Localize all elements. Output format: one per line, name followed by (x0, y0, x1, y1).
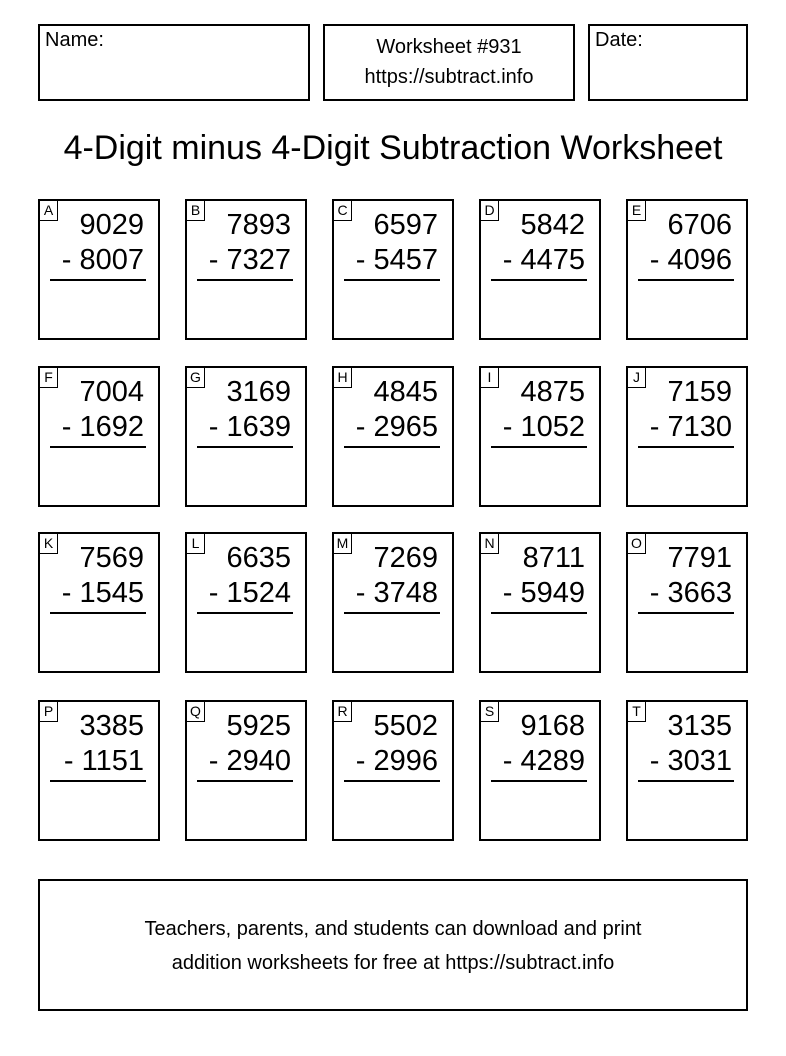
problem-label: L (186, 533, 205, 554)
date-field[interactable] (588, 24, 748, 101)
problem-b[interactable] (185, 199, 307, 340)
subtrahend-line (62, 410, 144, 444)
minus-sign: - (649, 244, 660, 276)
subtrahend-line (503, 410, 585, 444)
minuend: 7269 (373, 542, 438, 574)
problem-label: A (39, 200, 58, 221)
worksheet-number: Worksheet #931 (376, 36, 522, 58)
minus-sign: - (355, 745, 366, 777)
subtrahend-line (356, 243, 438, 277)
minus-sign: - (208, 745, 219, 777)
minuend: 6706 (667, 209, 732, 241)
date-label: Date: (595, 29, 643, 51)
minuend: 9168 (520, 710, 585, 742)
problem-k[interactable] (38, 532, 160, 673)
subtrahend-line (209, 243, 291, 277)
subtrahend-line (209, 744, 291, 778)
minuend: 3169 (226, 376, 291, 408)
subtrahend: 1052 (520, 411, 585, 443)
problem-label: R (333, 701, 352, 722)
answer-rule (491, 279, 587, 281)
problem-label: P (39, 701, 58, 722)
worksheet-info-box (323, 24, 575, 101)
problem-label: O (627, 533, 646, 554)
subtrahend-line (356, 410, 438, 444)
minus-sign: - (355, 244, 366, 276)
answer-rule (50, 612, 146, 614)
answer-rule (50, 780, 146, 782)
minuend: 5842 (520, 209, 585, 241)
answer-rule (197, 780, 293, 782)
subtrahend: 4096 (667, 244, 732, 276)
subtrahend: 7130 (667, 411, 732, 443)
minuend: 4875 (520, 376, 585, 408)
footer-line-2: addition worksheets for free at https://subtract.info (171, 952, 615, 974)
problem-h[interactable] (332, 366, 454, 507)
problem-g[interactable] (185, 366, 307, 507)
minuend: 4845 (373, 376, 438, 408)
subtrahend: 2965 (373, 411, 438, 443)
footer-line-1: Teachers, parents, and students can download and print (144, 918, 642, 940)
answer-rule (197, 279, 293, 281)
problem-label: J (627, 367, 646, 388)
minus-sign: - (502, 745, 513, 777)
answer-rule (50, 446, 146, 448)
minuend: 8711 (522, 542, 585, 574)
problem-label: M (333, 533, 352, 554)
answer-rule (50, 279, 146, 281)
subtrahend-line (356, 744, 438, 778)
minuend: 7569 (79, 542, 144, 574)
answer-rule (197, 612, 293, 614)
minus-sign: - (61, 411, 72, 443)
problem-label: I (480, 367, 499, 388)
minus-sign: - (208, 411, 219, 443)
subtrahend-line (503, 576, 585, 610)
problem-d[interactable] (479, 199, 601, 340)
subtrahend-line (209, 410, 291, 444)
subtrahend: 2996 (373, 745, 438, 777)
problem-label: Q (186, 701, 205, 722)
minuend: 7159 (667, 376, 732, 408)
minuend: 5502 (373, 710, 438, 742)
worksheet-url: https://subtract.info (364, 66, 534, 88)
answer-rule (491, 612, 587, 614)
subtrahend-line (503, 744, 585, 778)
subtrahend: 3748 (373, 577, 438, 609)
problem-label: K (39, 533, 58, 554)
problem-l[interactable] (185, 532, 307, 673)
problem-r[interactable] (332, 700, 454, 841)
minus-sign: - (649, 745, 660, 777)
minuend: 7791 (667, 542, 732, 574)
answer-rule (638, 446, 734, 448)
subtrahend: 3663 (667, 577, 732, 609)
subtrahend: 1524 (226, 577, 291, 609)
answer-rule (344, 612, 440, 614)
minus-sign: - (355, 411, 366, 443)
minuend: 5925 (226, 710, 291, 742)
minuend: 6597 (373, 209, 438, 241)
problem-label: F (39, 367, 58, 388)
minuend: 3385 (79, 710, 144, 742)
subtrahend: 1639 (226, 411, 291, 443)
problem-a[interactable] (38, 199, 160, 340)
problem-m[interactable] (332, 532, 454, 673)
subtrahend-line (650, 410, 732, 444)
subtrahend: 2940 (226, 745, 291, 777)
problem-label: S (480, 701, 499, 722)
subtrahend-line (62, 576, 144, 610)
subtrahend-line (62, 243, 144, 277)
subtrahend: 1545 (79, 577, 144, 609)
name-label: Name: (45, 29, 104, 51)
subtrahend-line (356, 576, 438, 610)
problem-q[interactable] (185, 700, 307, 841)
minuend: 9029 (79, 209, 144, 241)
page-title: 4-Digit minus 4-Digit Subtraction Worksheet (63, 129, 723, 167)
subtrahend: 4475 (520, 244, 585, 276)
problem-label: B (186, 200, 205, 221)
subtrahend-line (209, 576, 291, 610)
problem-c[interactable] (332, 199, 454, 340)
subtrahend-line (650, 576, 732, 610)
minus-sign: - (502, 577, 513, 609)
answer-rule (197, 446, 293, 448)
problem-t[interactable] (626, 700, 748, 841)
answer-rule (638, 612, 734, 614)
problem-label: G (186, 367, 205, 388)
minus-sign: - (208, 244, 219, 276)
problem-label: E (627, 200, 646, 221)
subtrahend: 1151 (81, 745, 144, 777)
subtrahend: 5457 (373, 244, 438, 276)
minus-sign: - (63, 745, 74, 777)
minus-sign: - (649, 577, 660, 609)
problem-label: H (333, 367, 352, 388)
minus-sign: - (502, 411, 513, 443)
minus-sign: - (61, 577, 72, 609)
problem-label: T (627, 701, 646, 722)
minus-sign: - (502, 244, 513, 276)
minus-sign: - (355, 577, 366, 609)
problem-e[interactable] (626, 199, 748, 340)
subtrahend-line (64, 744, 144, 778)
minus-sign: - (61, 244, 72, 276)
problem-o[interactable] (626, 532, 748, 673)
subtrahend-line (650, 243, 732, 277)
answer-rule (491, 446, 587, 448)
subtrahend: 5949 (520, 577, 585, 609)
problem-p[interactable] (38, 700, 160, 841)
problem-label: N (480, 533, 499, 554)
answer-rule (344, 780, 440, 782)
problem-f[interactable] (38, 366, 160, 507)
minuend: 7893 (226, 209, 291, 241)
subtrahend-line (650, 744, 732, 778)
answer-rule (344, 446, 440, 448)
problem-label: C (333, 200, 352, 221)
subtrahend-line (503, 243, 585, 277)
footer-box (38, 879, 748, 1011)
minuend: 7004 (79, 376, 144, 408)
answer-rule (491, 780, 587, 782)
problem-n[interactable] (479, 532, 601, 673)
problem-j[interactable] (626, 366, 748, 507)
subtrahend: 1692 (79, 411, 144, 443)
subtrahend: 8007 (79, 244, 144, 276)
answer-rule (638, 780, 734, 782)
answer-rule (344, 279, 440, 281)
minus-sign: - (208, 577, 219, 609)
problem-label: D (480, 200, 499, 221)
subtrahend: 4289 (520, 745, 585, 777)
minuend: 3135 (667, 710, 732, 742)
subtrahend: 7327 (226, 244, 291, 276)
name-field[interactable] (38, 24, 310, 101)
minus-sign: - (649, 411, 660, 443)
problem-s[interactable] (479, 700, 601, 841)
answer-rule (638, 279, 734, 281)
problem-i[interactable] (479, 366, 601, 507)
minuend: 6635 (226, 542, 291, 574)
subtrahend: 3031 (667, 745, 732, 777)
